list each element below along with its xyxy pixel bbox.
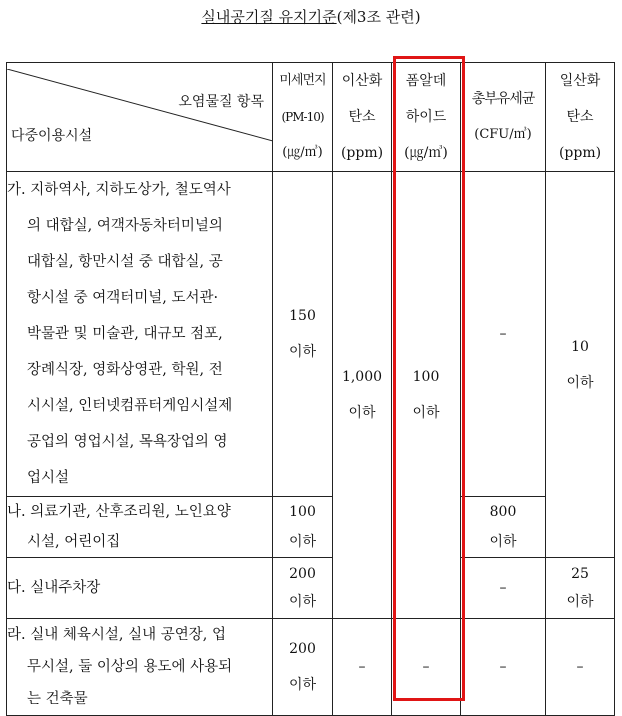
title-main: 실내공기질 유지기준 [201, 8, 337, 26]
header-formaldehyde: 폼알데 하이드 (㎍/㎥) [392, 63, 461, 172]
header-bacteria: 총부유세균 (CFU/㎥) [461, 63, 546, 172]
header-pm10: 미세먼지 (PM-10) (㎍/㎥) [273, 63, 333, 172]
document-title [0, 6, 622, 27]
pm10-value: 100 이하 [273, 497, 333, 558]
bacteria-value: 800 이하 [461, 497, 546, 558]
facility-cell-ga: 가. 지하역사, 지하도상가, 철도역사 의 대합실, 여객자동차터미널의 대합실, 항만시설 중 대합실, 공 항시설 중 여객터미널, 도서관· 박물관 및 미술관, 대규모 점포, 장례식장, 영화상영관, 학원, 전 시시설, 인터넷컴퓨터게임시설제 공업의 영업시설, 목욕장업의 영 업시설 [7, 172, 273, 497]
facility-cell-na: 나. 의료기관, 산후조리원, 노인요양 시설, 어린이집 [7, 497, 273, 558]
co-value: – [546, 619, 615, 716]
pm10-value: 200 이하 [273, 558, 333, 619]
co2-value: – [333, 619, 392, 716]
co-value: 10 이하 [546, 172, 615, 558]
table-row [7, 558, 615, 619]
header-row [7, 63, 615, 172]
co2-merged-value: 1,000 이하 [333, 172, 392, 619]
table-row [7, 172, 615, 497]
formaldehyde-merged-value: 100 이하 [392, 172, 461, 619]
bacteria-value: – [461, 619, 546, 716]
title-ref: (제3조 관련) [336, 8, 421, 26]
table-row [7, 497, 615, 558]
header-facility-label: 다중이용시설 [11, 128, 93, 144]
facility-cell-da: 다. 실내주차장 [7, 558, 273, 619]
header-co: 일산화 탄소 (ppm) [546, 63, 615, 172]
pm10-value: 200 이하 [273, 619, 333, 716]
header-co2: 이산화 탄소 (ppm) [333, 63, 392, 172]
co-value: 25 이하 [546, 558, 615, 619]
formaldehyde-value: – [392, 619, 461, 716]
table-row [7, 619, 615, 716]
header-pollutant-label: 오염물질 항목 [178, 94, 264, 110]
pm10-value: 150 이하 [273, 172, 333, 497]
facility-cell-ra: 라. 실내 체육시설, 실내 공연장, 업 무시설, 둘 이상의 용도에 사용되 는 건축물 [7, 619, 273, 716]
header-diagonal-cell [7, 63, 273, 172]
bacteria-value: – [461, 558, 546, 619]
standards-table [6, 62, 615, 716]
bacteria-value: – [461, 172, 546, 497]
diagonal-line [7, 69, 273, 165]
